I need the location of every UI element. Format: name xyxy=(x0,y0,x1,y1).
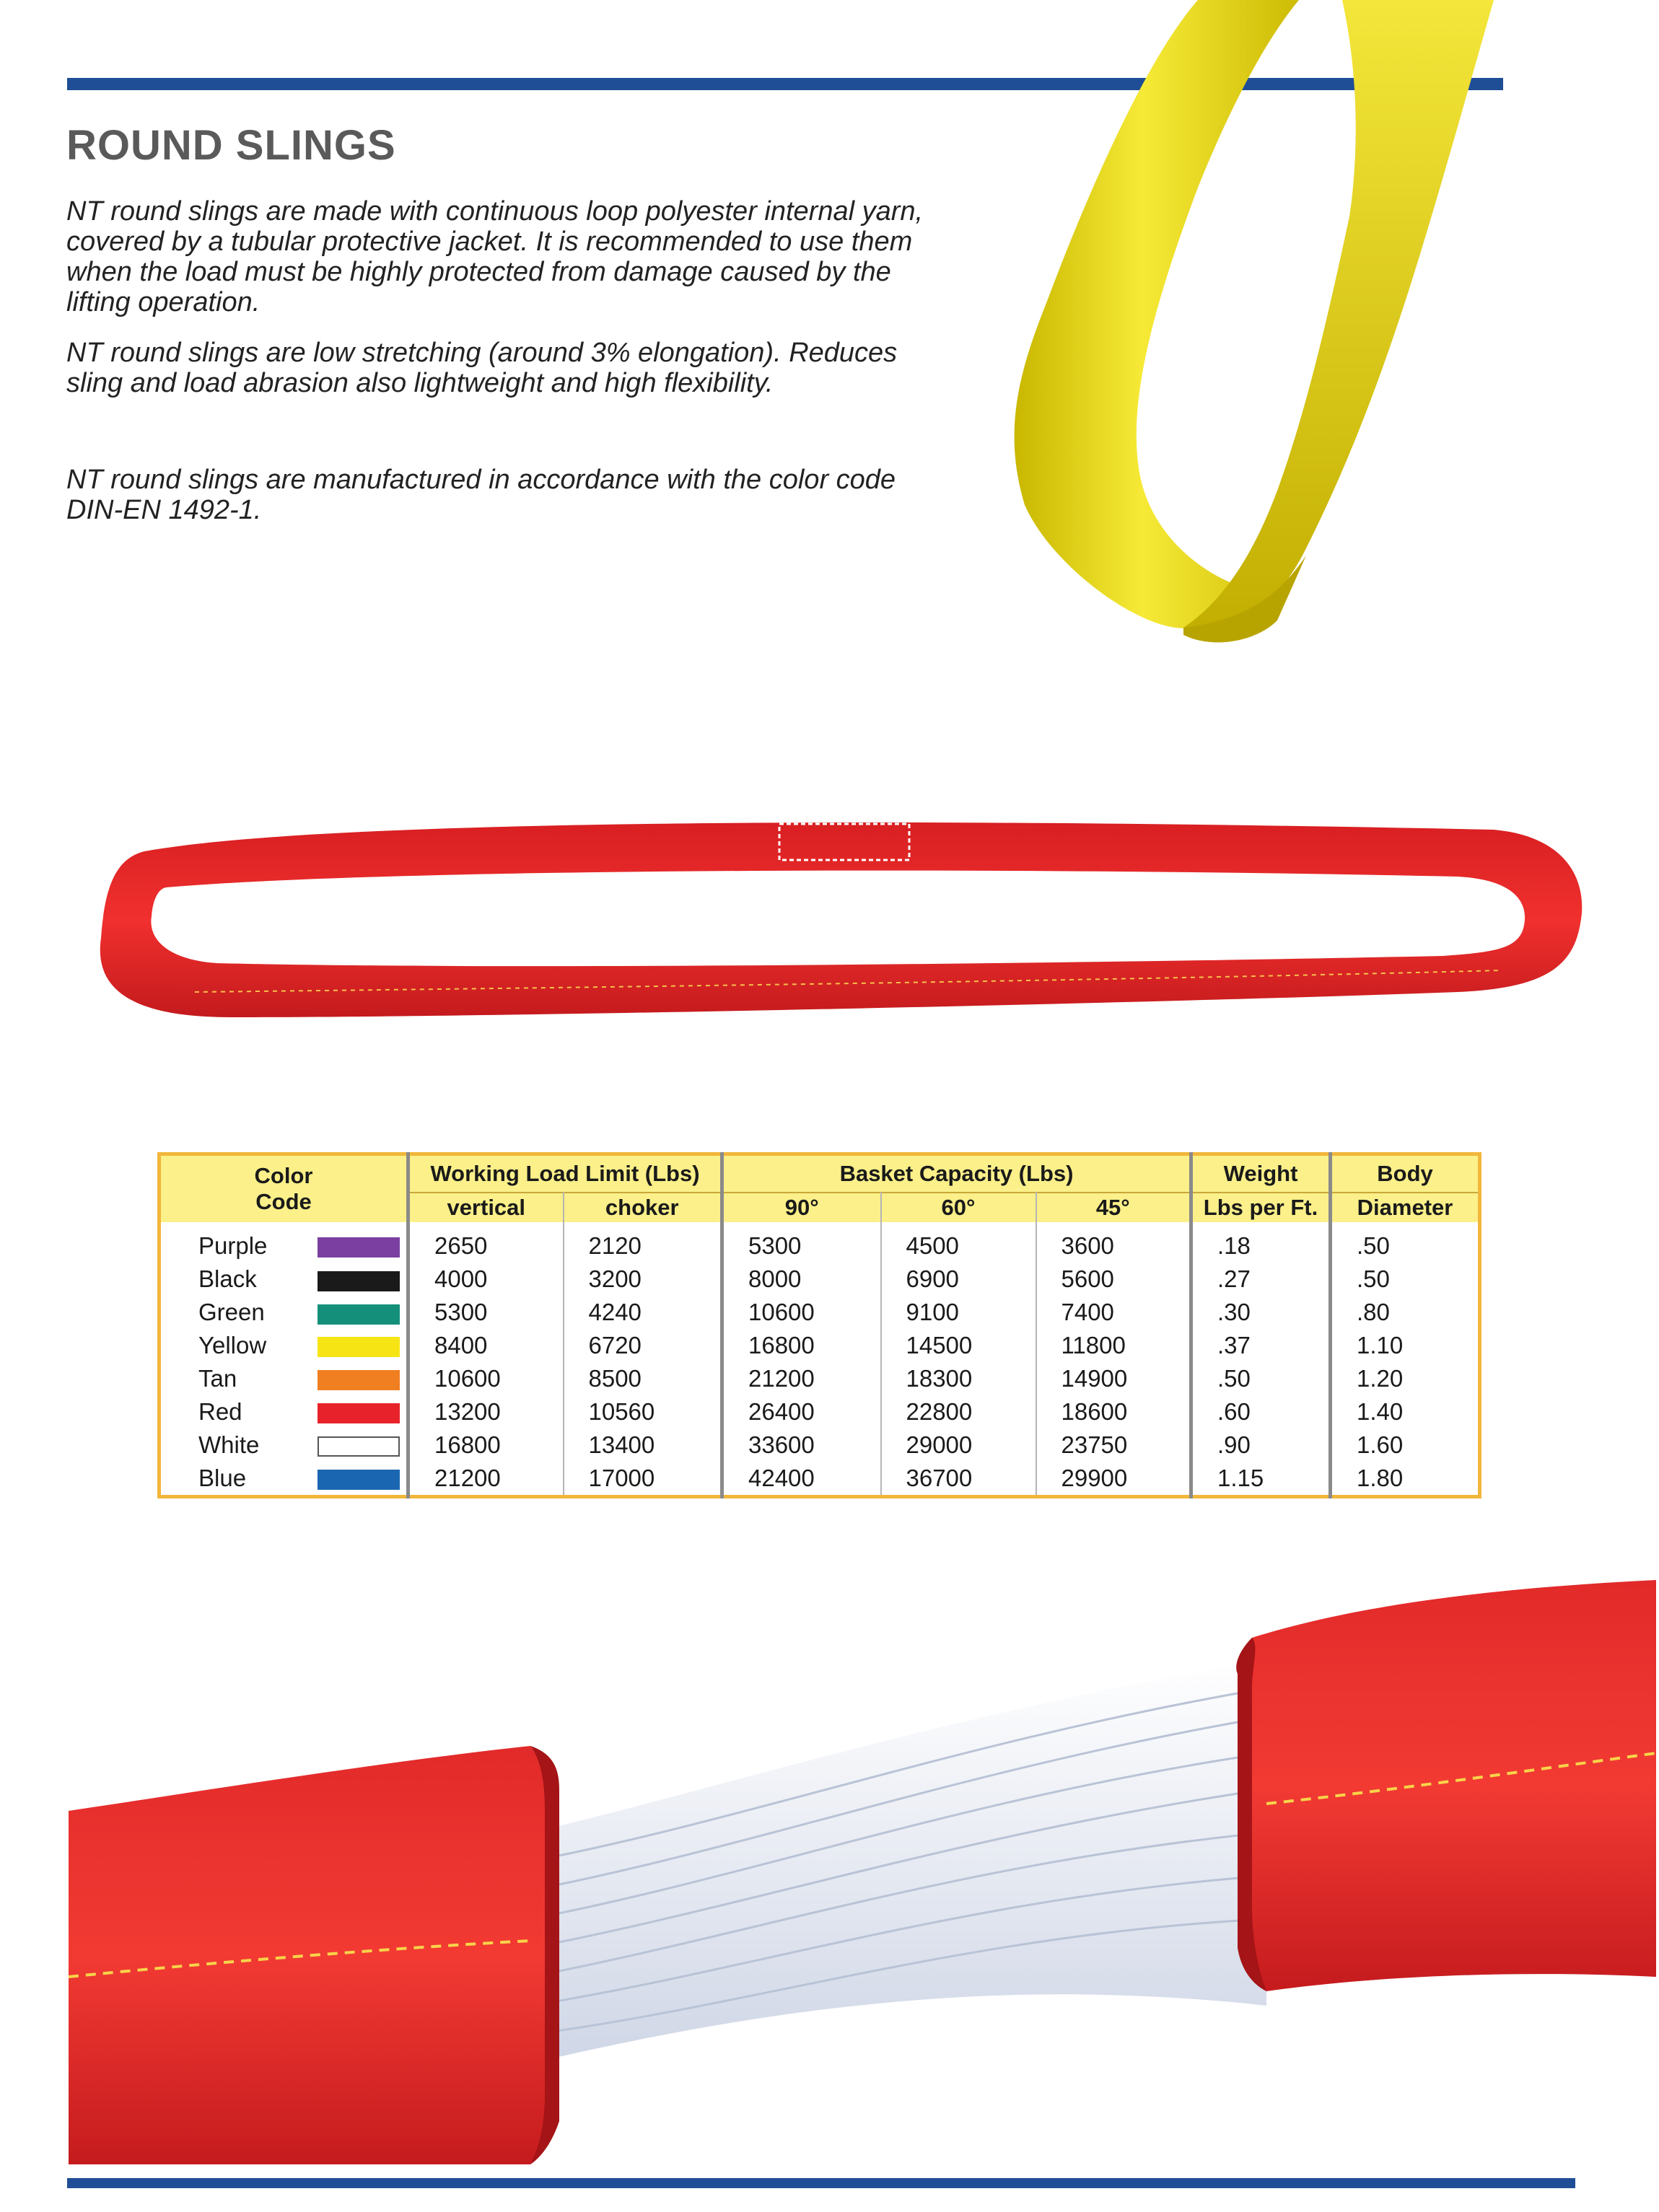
color-swatch-cell xyxy=(307,1428,408,1462)
color-swatch xyxy=(318,1271,400,1291)
weight-cell: .30 xyxy=(1191,1296,1331,1329)
weight-cell: .37 xyxy=(1191,1329,1331,1362)
color-swatch-cell xyxy=(307,1263,408,1296)
basket-90-cell: 8000 xyxy=(722,1263,881,1296)
choker-cell: 13400 xyxy=(564,1428,722,1462)
table-row xyxy=(159,1329,1480,1362)
table-row xyxy=(159,1222,1480,1263)
basket-60-cell: 9100 xyxy=(881,1296,1036,1329)
basket-45-cell: 29900 xyxy=(1036,1462,1191,1497)
color-swatch xyxy=(318,1337,400,1357)
basket-90-cell: 33600 xyxy=(722,1428,881,1462)
vertical-cell: 21200 xyxy=(408,1462,564,1497)
capacity-table xyxy=(157,1152,1481,1498)
standard-paragraph: NT round slings are manufactured in accordance with the color code DIN-EN 1492-1. xyxy=(66,465,896,525)
basket-60-cell: 36700 xyxy=(881,1462,1036,1497)
basket-60-cell: 14500 xyxy=(881,1329,1036,1362)
bottom-accent-bar xyxy=(67,2178,1575,2188)
vertical-cell: 13200 xyxy=(408,1395,564,1428)
red-sling-image xyxy=(87,808,1595,1046)
basket-90-cell: 16800 xyxy=(722,1329,881,1362)
vertical-cell: 4000 xyxy=(408,1263,564,1296)
weight-cell: .60 xyxy=(1191,1395,1331,1428)
basket-60-header: 60° xyxy=(881,1193,1036,1222)
color-swatch xyxy=(318,1370,400,1390)
vertical-cell: 2650 xyxy=(408,1222,564,1263)
color-name-cell: Black xyxy=(198,1265,257,1293)
basket-45-cell: 5600 xyxy=(1036,1263,1191,1296)
choker-cell: 3200 xyxy=(564,1263,722,1296)
vertical-cell: 10600 xyxy=(408,1362,564,1395)
choker-cell: 10560 xyxy=(564,1395,722,1428)
table-row xyxy=(159,1428,1480,1462)
basket-45-header: 45° xyxy=(1036,1193,1191,1222)
color-swatch-cell xyxy=(307,1362,408,1395)
color-name-cell: Purple xyxy=(198,1232,268,1260)
choker-header: choker xyxy=(564,1193,722,1222)
intro-paragraph: NT round slings are made with continuous loop polyester internal yarn, covered by a tubular protective jacket. It is recommended to use them when the load must be highly protected from damage caused by the lifting operation. xyxy=(66,196,924,317)
color-swatch-cell xyxy=(307,1462,408,1497)
color-code-header: Color Code xyxy=(159,1154,408,1223)
vertical-cell: 5300 xyxy=(408,1296,564,1329)
weight-cell: .50 xyxy=(1191,1362,1331,1395)
basket-90-cell: 10600 xyxy=(722,1296,881,1329)
color-name-cell: Red xyxy=(198,1398,242,1425)
basket-45-cell: 14900 xyxy=(1036,1362,1191,1395)
color-swatch xyxy=(318,1436,400,1457)
choker-cell: 6720 xyxy=(564,1329,722,1362)
choker-cell: 8500 xyxy=(564,1362,722,1395)
color-name-cell: Blue xyxy=(198,1464,247,1491)
basket-45-cell: 23750 xyxy=(1036,1428,1191,1462)
weight-header: Weight xyxy=(1191,1154,1331,1193)
wll-header: Working Load Limit (Lbs) xyxy=(408,1154,722,1193)
weight-cell: 1.15 xyxy=(1191,1462,1331,1497)
color-swatch xyxy=(318,1304,400,1325)
color-swatch-cell xyxy=(307,1329,408,1362)
page-title: ROUND SLINGS xyxy=(66,122,396,169)
weight-cell: .27 xyxy=(1191,1263,1331,1296)
basket-45-cell: 18600 xyxy=(1036,1395,1191,1428)
table-row xyxy=(159,1395,1480,1428)
diameter-cell: 1.40 xyxy=(1357,1398,1404,1425)
diameter-cell: 1.60 xyxy=(1357,1431,1404,1458)
basket-60-cell: 18300 xyxy=(881,1362,1036,1395)
basket-90-cell: 42400 xyxy=(722,1462,881,1497)
basket-90-cell: 21200 xyxy=(722,1362,881,1395)
diameter-cell: 1.10 xyxy=(1357,1332,1404,1359)
vertical-header: vertical xyxy=(408,1193,564,1222)
color-swatch-cell xyxy=(307,1222,408,1263)
table-row xyxy=(159,1462,1480,1497)
color-name-cell: White xyxy=(198,1431,260,1458)
cutaway-sling-image xyxy=(69,1573,1656,2164)
weight-cell: .18 xyxy=(1191,1222,1331,1263)
body-header: Body xyxy=(1331,1154,1480,1193)
basket-90-header: 90° xyxy=(722,1193,881,1222)
yellow-sling-image xyxy=(967,0,1544,649)
color-name-cell: Green xyxy=(198,1299,265,1326)
basket-60-cell: 29000 xyxy=(881,1428,1036,1462)
diameter-cell: .50 xyxy=(1357,1232,1390,1260)
table-row xyxy=(159,1263,1480,1296)
basket-45-cell: 7400 xyxy=(1036,1296,1191,1329)
diameter-cell: .50 xyxy=(1357,1265,1390,1293)
choker-cell: 2120 xyxy=(564,1222,722,1263)
vertical-cell: 8400 xyxy=(408,1329,564,1362)
color-name-cell: Tan xyxy=(198,1365,237,1392)
diameter-header: Diameter xyxy=(1331,1193,1480,1222)
basket-60-cell: 4500 xyxy=(881,1222,1036,1263)
color-name-cell: Yellow xyxy=(198,1332,267,1359)
vertical-cell: 16800 xyxy=(408,1428,564,1462)
diameter-cell: .80 xyxy=(1357,1299,1390,1326)
table-row xyxy=(159,1362,1480,1395)
diameter-cell: 1.20 xyxy=(1357,1365,1404,1392)
color-swatch xyxy=(318,1403,400,1423)
basket-60-cell: 22800 xyxy=(881,1395,1036,1428)
diameter-cell: 1.80 xyxy=(1357,1464,1404,1491)
stretch-paragraph: NT round slings are low stretching (around 3% elongation). Reduces sling and load abrasion also lightweight and high flexibility. xyxy=(66,338,898,398)
basket-60-cell: 6900 xyxy=(881,1263,1036,1296)
weight-cell: .90 xyxy=(1191,1428,1331,1462)
basket-45-cell: 3600 xyxy=(1036,1222,1191,1263)
color-swatch xyxy=(318,1237,400,1258)
basket-90-cell: 26400 xyxy=(722,1395,881,1428)
color-swatch-cell xyxy=(307,1395,408,1428)
basket-45-cell: 11800 xyxy=(1036,1329,1191,1362)
table-row xyxy=(159,1296,1480,1329)
choker-cell: 4240 xyxy=(564,1296,722,1329)
weight-unit-header: Lbs per Ft. xyxy=(1191,1193,1331,1222)
basket-header: Basket Capacity (Lbs) xyxy=(722,1154,1191,1193)
color-swatch xyxy=(318,1470,400,1490)
basket-90-cell: 5300 xyxy=(722,1222,881,1263)
color-swatch-cell xyxy=(307,1296,408,1329)
choker-cell: 17000 xyxy=(564,1462,722,1497)
